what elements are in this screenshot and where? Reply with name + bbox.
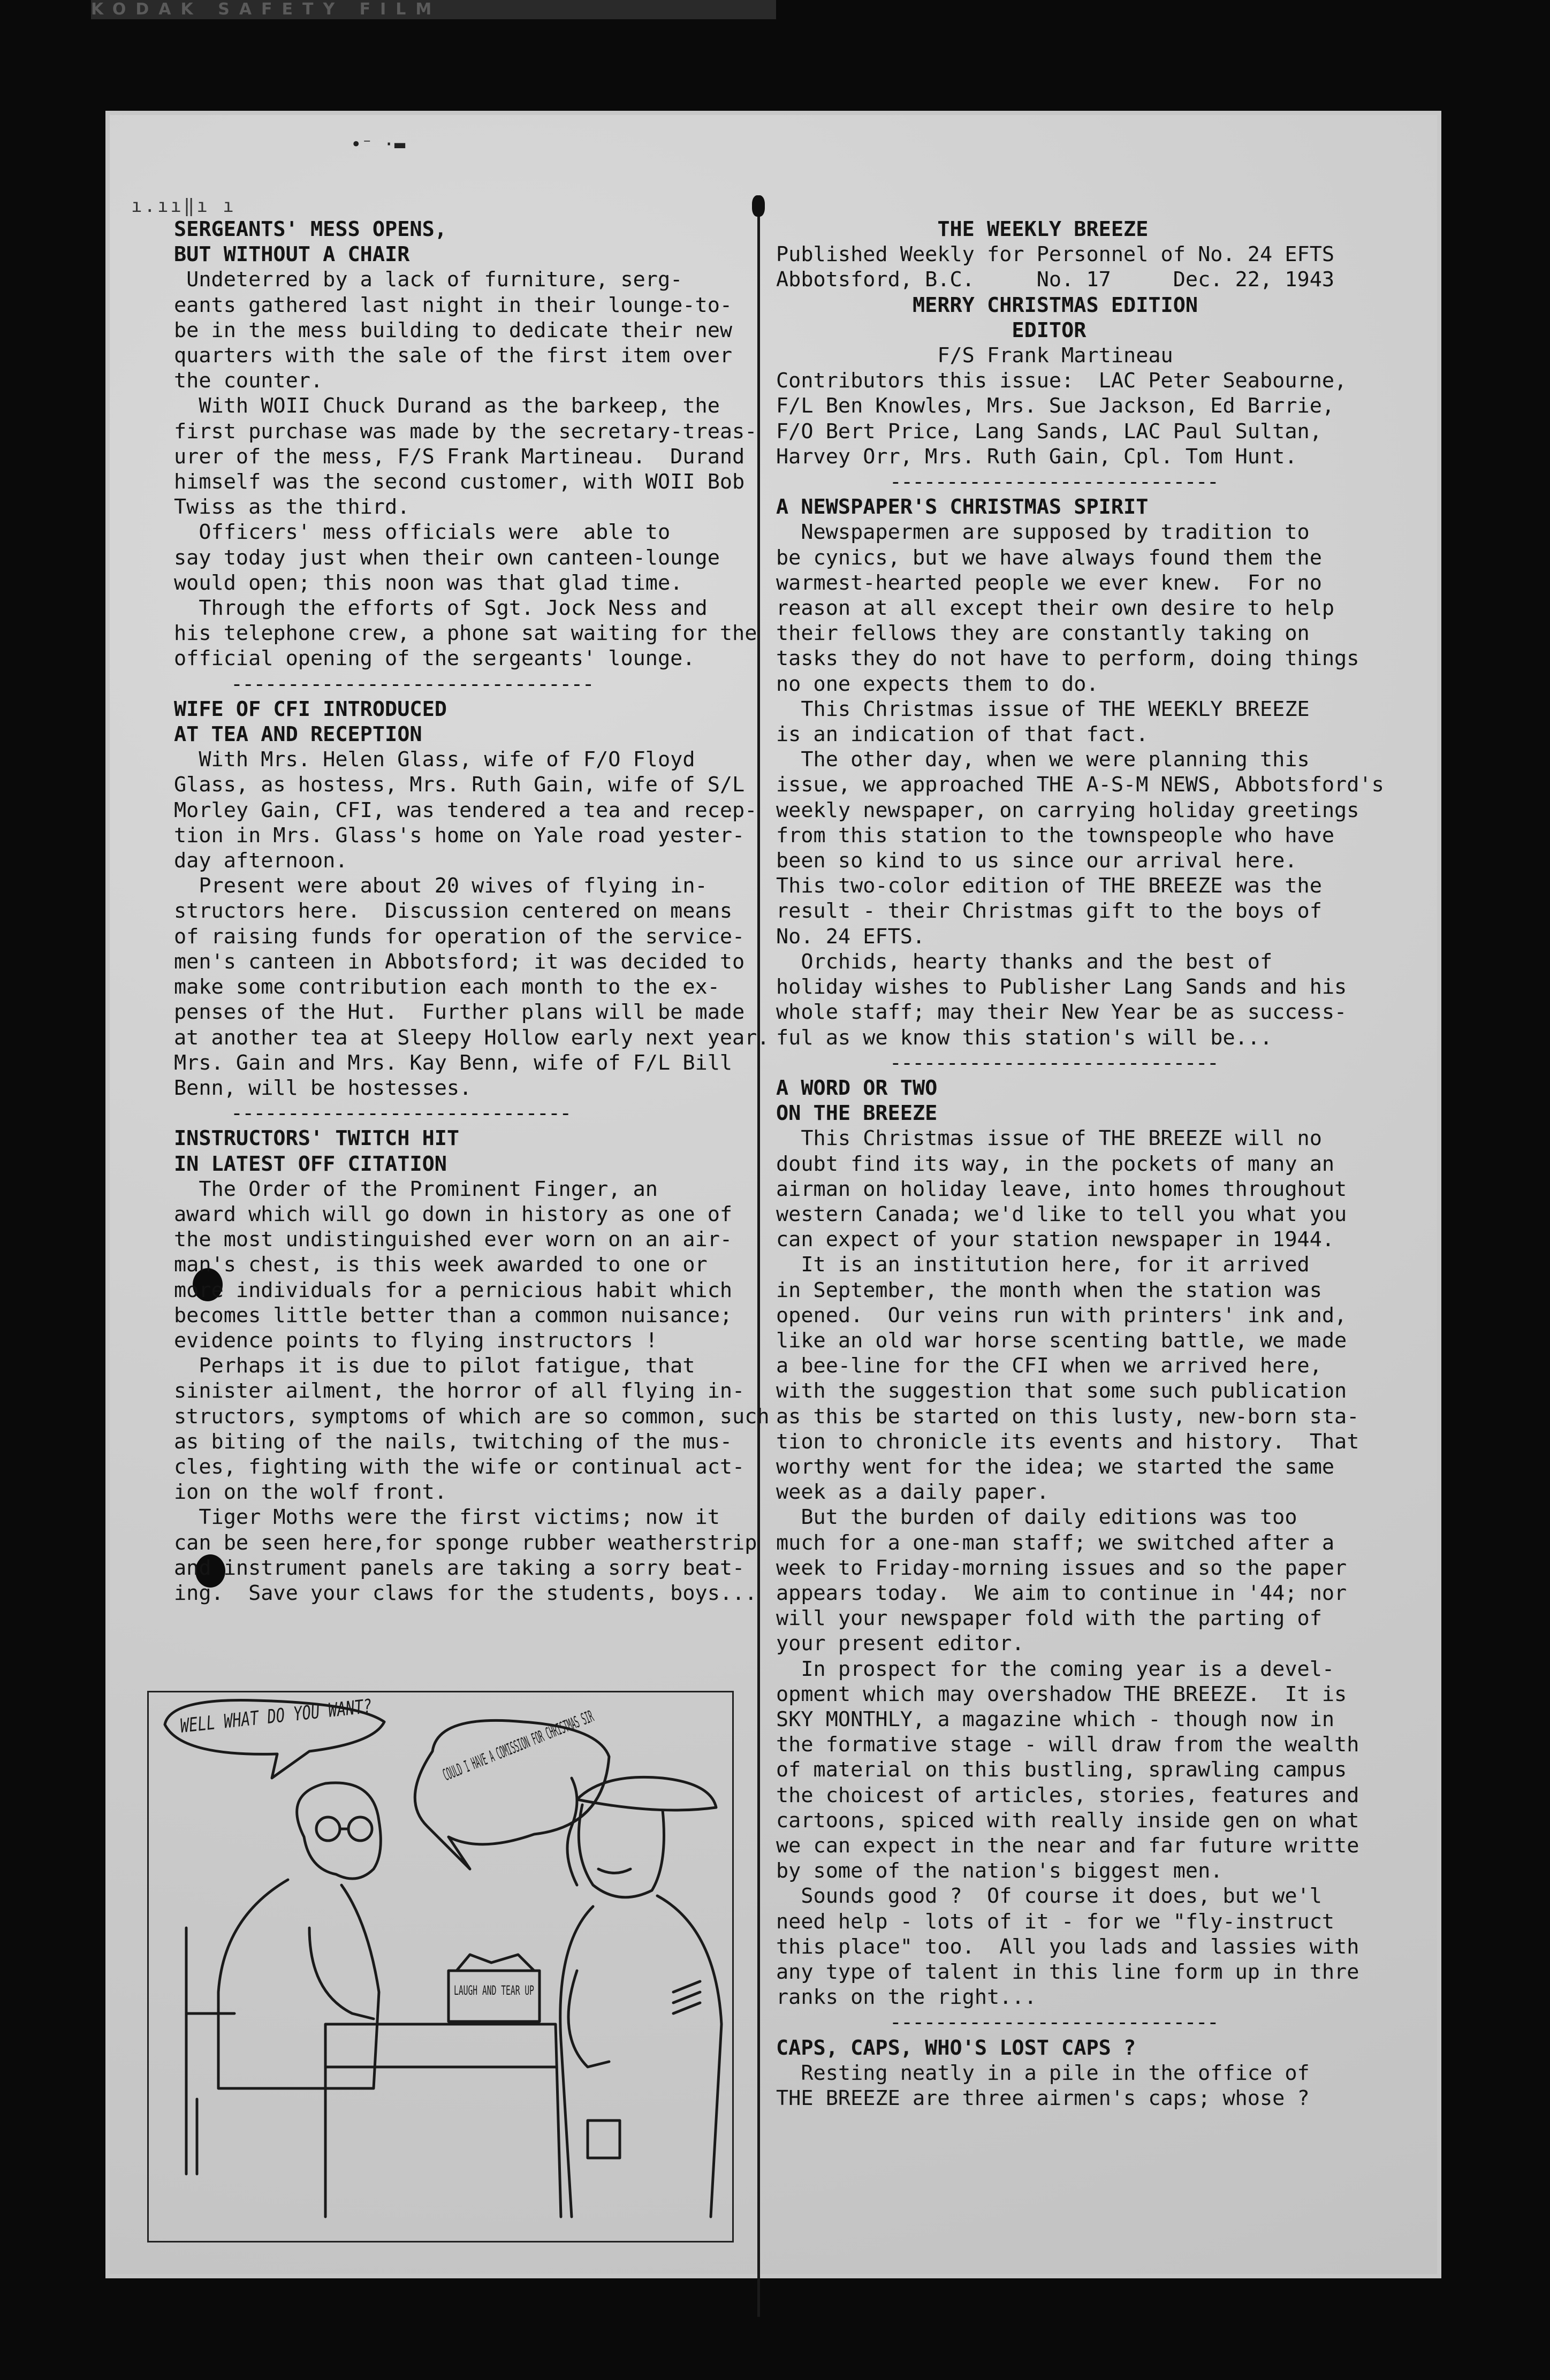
text-line: would open; this noon was that glad time. [174, 570, 683, 595]
text-line: airman on holiday leave, into homes throughout [776, 1177, 1347, 1201]
text-line: A WORD OR TWO [776, 1075, 938, 1100]
text-line: western Canada; we'd like to tell you what you [776, 1202, 1347, 1226]
text-line: ------------------------------ [174, 1101, 571, 1126]
text-line: week as a daily paper. [776, 1480, 1049, 1505]
text-line: any type of talent in this line form up in thre [776, 1960, 1359, 1985]
text-line: doubt find its way, in the pockets of many an [776, 1151, 1335, 1176]
sergeant-arm [568, 1971, 609, 2067]
text-line: This Christmas issue of THE WEEKLY BREEZE [776, 697, 1310, 721]
text-line: F/L Ben Knowles, Mrs. Sue Jackson, Ed Barrie, [776, 394, 1335, 418]
text-line: will your newspaper fold with the parting of [776, 1606, 1322, 1631]
text-line: need help - lots of it - for we "fly-instruct [776, 1909, 1335, 1934]
text-line: result - their Christmas gift to the boys of [776, 899, 1322, 924]
text-line: EDITOR [776, 318, 1086, 342]
speech-right-text: COULD I HAVE A COMISSION FOR CHRISTMAS SIR [440, 1615, 824, 1785]
text-line: F/S Frank Martineau [776, 344, 1173, 368]
text-line: THE WEEKLY BREEZE [776, 217, 1149, 241]
sergeant-mouth [598, 1869, 630, 1873]
text-line: your present editor. [776, 1631, 1024, 1656]
text-line: In prospect for the coming year is a devel- [776, 1657, 1335, 1681]
text-line: the choicest of articles, stories, features and [776, 1783, 1359, 1807]
text-line: SERGEANTS' MESS OPENS, [174, 217, 447, 241]
text-line: of raising funds for operation of the service- [174, 924, 745, 949]
text-line: as biting of the nails, twitching of the mus- [174, 1429, 733, 1454]
text-line: the most undistinguished ever worn on an air- [174, 1227, 733, 1252]
text-line: It is an institution here, for it arrived [776, 1253, 1310, 1277]
desk [325, 2024, 561, 2217]
text-line: tion in Mrs. Glass's home on Yale road yester- [174, 823, 745, 848]
text-line: THE BREEZE are three airmen's caps; whose ? [776, 2086, 1310, 2111]
text-line: tion to chronicle its events and history. That [776, 1429, 1359, 1454]
text-line: award which will go down in history as one of [174, 1202, 733, 1226]
text-line: appears today. We aim to continue in '44; nor [776, 1581, 1347, 1605]
text-line: structors here. Discussion centered on means [174, 899, 733, 924]
text-line: reason at all except their own desire to help [776, 596, 1335, 621]
text-line: of material on this bustling, sprawling campus [776, 1758, 1347, 1782]
text-line: Officers' mess officials were able to [174, 520, 671, 545]
text-line: warmest-hearted people we ever knew. For no [776, 570, 1322, 595]
newsletter-page [110, 115, 1437, 2274]
text-line: SKY MONTHLY, a magazine which - though now in [776, 1707, 1335, 1731]
text-line: Mrs. Gain and Mrs. Kay Benn, wife of F/L Bill [174, 1050, 733, 1075]
text-line: like an old war horse scenting battle, we made [776, 1328, 1347, 1353]
text-line: issue, we approached THE A-S-M NEWS, Abbotsford's [776, 773, 1384, 797]
right-column [776, 217, 1418, 2111]
officer-body [218, 1880, 379, 2088]
text-line: make some contribution each month to the ex- [174, 975, 720, 1000]
text-line: more individuals for a pernicious habit which [174, 1278, 733, 1302]
text-line: the formative stage - will draw from the wealth [776, 1733, 1359, 1757]
text-line: we can expect in the near and far future writte [776, 1834, 1359, 1858]
text-line: This two-color edition of THE BREEZE was the [776, 874, 1322, 898]
text-line: Glass, as hostess, Mrs. Ruth Gain, wife of S/L [174, 773, 745, 797]
text-line: Tiger Moths were the first victims; now it [174, 1505, 720, 1530]
sergeant-body [560, 1896, 721, 2217]
cartoon-illustration [147, 1615, 824, 2242]
speech-left-text: WELL WHAT DO YOU WANT? [179, 1689, 436, 1737]
text-line: opened. Our veins run with printers' ink and, [776, 1303, 1347, 1328]
text-line: The other day, when we were planning this [776, 747, 1310, 772]
text-line: no one expects them to do. [776, 672, 1099, 696]
officer-chair [186, 1928, 234, 2174]
left-column [174, 217, 789, 1606]
text-line: can be seen here,for sponge rubber weatherstrip [174, 1530, 757, 1555]
officer-arm [309, 1928, 374, 2019]
film-edge-strip [91, 0, 776, 19]
text-line: ----------------------------- [776, 470, 1218, 494]
sergeant-patch [588, 2120, 620, 2158]
text-line: his telephone crew, a phone sat waiting for the [174, 621, 757, 646]
text-line: himself was the second customer, with WOII Bob [174, 470, 745, 494]
text-line: sinister ailment, the horror of all flying in- [174, 1379, 745, 1403]
text-line: first purchase was made by the secretary-treas- [174, 419, 757, 444]
text-line: structors, symptoms of which are so common, such [174, 1404, 770, 1429]
text-line: Twiss as the third. [174, 495, 410, 520]
text-line: men's canteen in Abbotsford; it was decided to [174, 949, 745, 974]
text-line: evidence points to flying instructors ! [174, 1328, 658, 1353]
text-line: a bee-line for the CFI when we arrived here, [776, 1354, 1322, 1378]
text-line: No. 24 EFTS. [776, 924, 925, 949]
text-line: official opening of the sergeants' lounge. [174, 646, 695, 671]
film-edge-text: KODAK SAFETY FILM [91, 0, 442, 19]
text-line: Orchids, hearty thanks and the best of [776, 949, 1273, 974]
text-line: cles, fighting with the wife or continual act- [174, 1454, 745, 1479]
text-line: penses of the Hut. Further plans will be made [174, 1000, 745, 1025]
text-line: by some of the nation's biggest men. [776, 1859, 1223, 1883]
text-line: With Mrs. Helen Glass, wife of F/O Floyd [174, 747, 695, 772]
text-line: their fellows they are constantly taking on [776, 621, 1310, 646]
tray-label: LAUGH AND TEAR UP [454, 1983, 534, 1998]
sergeant-head [579, 1805, 664, 1897]
text-line: Present were about 20 wives of flying in- [174, 874, 708, 898]
text-line: MERRY CHRISTMAS EDITION [776, 293, 1198, 317]
text-line: ----------------------------- [776, 2010, 1218, 2035]
text-line: Morley Gain, CFI, was tendered a tea and recep- [174, 798, 757, 822]
text-line: in September, the month when the station was [776, 1278, 1322, 1302]
text-line: urer of the mess, F/S Frank Martineau. Durand [174, 444, 745, 469]
text-line: AT TEA AND RECEPTION [174, 722, 422, 747]
text-line: is an indication of that fact. [776, 722, 1149, 747]
ink-marks-left: ı.ıı‖ı ı [131, 195, 236, 217]
text-line: eants gathered last night in their lounge-to- [174, 293, 733, 317]
text-line: can expect of your station newspaper in 1944. [776, 1227, 1335, 1252]
divider-ink-blot [752, 195, 765, 217]
text-line: Benn, will be hostesses. [174, 1075, 472, 1100]
text-line: Newspapermen are supposed by tradition to [776, 520, 1310, 545]
text-line: Through the efforts of Sgt. Jock Ness and [174, 596, 708, 621]
text-line: becomes little better than a common nuisance; [174, 1303, 733, 1328]
text-line: with the suggestion that some such publication [776, 1379, 1347, 1403]
cigarette-smoke [567, 1778, 577, 1885]
text-line: day afternoon. [174, 849, 348, 873]
text-line: This Christmas issue of THE BREEZE will no [776, 1126, 1322, 1151]
text-line: holiday wishes to Publisher Lang Sands and his [776, 975, 1347, 1000]
text-line: ON THE BREEZE [776, 1101, 938, 1126]
text-line: Contributors this issue: LAC Peter Seabourne, [776, 369, 1347, 393]
text-line: The Order of the Prominent Finger, an [174, 1177, 658, 1201]
text-line: ing. Save your claws for the students, boys... [174, 1581, 757, 1605]
text-line: WIFE OF CFI INTRODUCED [174, 697, 447, 721]
text-line: and instrument panels are taking a sorry beat- [174, 1555, 745, 1580]
sergeant-cap [577, 1777, 716, 1810]
text-line: CAPS, CAPS, WHO'S LOST CAPS ? [776, 2035, 1136, 2060]
text-line: as this be started on this lusty, new-born sta- [776, 1404, 1359, 1429]
text-line: weekly newspaper, on carrying holiday greetings [776, 798, 1359, 822]
text-line: whole staff; may their New Year be as success- [776, 1000, 1347, 1025]
text-line: at another tea at Sleepy Hollow early next year. [174, 1025, 770, 1050]
text-line: Perhaps it is due to pilot fatigue, that [174, 1354, 695, 1378]
text-line: ion on the wolf front. [174, 1480, 447, 1505]
text-line: the counter. [174, 369, 323, 393]
text-line: this place" too. All you lads and lassies with [776, 1934, 1359, 1959]
sergeant-stripes [673, 1981, 700, 2013]
text-line: Abbotsford, B.C. No. 17 Dec. 22, 1943 [776, 268, 1335, 292]
text-line: from this station to the townspeople who have [776, 823, 1335, 848]
text-line: INSTRUCTORS' TWITCH HIT [174, 1126, 460, 1151]
text-line: Sounds good ? Of course it does, but we'l [776, 1884, 1322, 1909]
text-line: Undeterred by a lack of furniture, serg- [174, 268, 683, 292]
text-line: Resting neatly in a pile in the office of [776, 2061, 1310, 2085]
text-line: be in the mess building to dedicate their new [174, 318, 733, 342]
text-line: BUT WITHOUT A CHAIR [174, 242, 410, 267]
text-line: man's chest, is this week awarded to one or [174, 1253, 708, 1277]
text-line: been so kind to us since our arrival here. [776, 849, 1297, 873]
text-line: With WOII Chuck Durand as the barkeep, the [174, 394, 720, 418]
text-line: Harvey Orr, Mrs. Ruth Gain, Cpl. Tom Hunt. [776, 444, 1297, 469]
text-line: ----------------------------- [776, 1050, 1218, 1075]
text-line: much for a one-man staff; we switched after a [776, 1530, 1335, 1555]
text-line: A NEWSPAPER'S CHRISTMAS SPIRIT [776, 495, 1149, 520]
text-line: be cynics, but we have always found them the [776, 545, 1322, 570]
text-line: Published Weekly for Personnel of No. 24 EFTS [776, 242, 1335, 267]
text-line: opment which may overshadow THE BREEZE. It is [776, 1682, 1347, 1706]
text-line: worthy went for the idea; we started the same [776, 1454, 1335, 1479]
text-line: tasks they do not have to perform, doing things [776, 646, 1359, 671]
text-line: say today just when their own canteen-lounge [174, 545, 720, 570]
text-line: -------------------------------- [174, 672, 594, 696]
text-line: But the burden of daily editions was too [776, 1505, 1297, 1530]
text-line: ranks on the right... [776, 1985, 1037, 2010]
text-line: IN LATEST OFF CITATION [174, 1151, 447, 1176]
text-line: F/O Bert Price, Lang Sands, LAC Paul Sultan, [776, 419, 1322, 444]
text-line: week to Friday-morning issues and so the paper [776, 1555, 1347, 1580]
text-line: cartoons, spiced with really inside gen on what [776, 1808, 1359, 1833]
text-line: quarters with the sale of the first item over [174, 344, 733, 368]
ink-marks-top: •⁻ ·▬ [351, 134, 406, 155]
text-line: ful as we know this station's will be... [776, 1025, 1273, 1050]
officer-glasses [316, 1817, 340, 1841]
